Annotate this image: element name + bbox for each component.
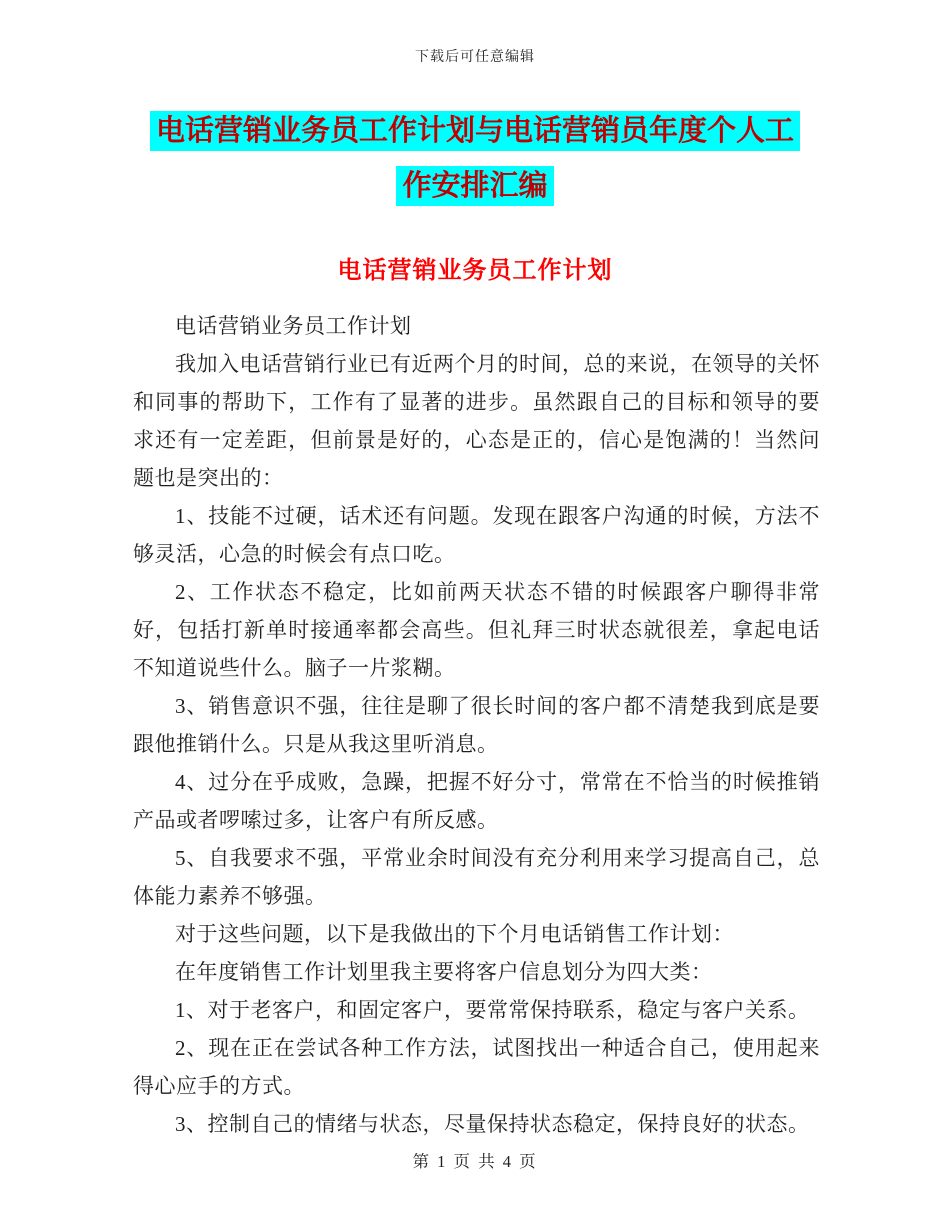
paragraph: 1、技能不过硬，话术还有问题。发现在跟客户沟通的时候，方法不够灵活，心急的时候会有点口吃。 xyxy=(133,504,820,566)
paragraph: 1、对于老客户，和固定客户，要常常保持联系，稳定与客户关系。 xyxy=(175,998,810,1022)
page-number-footer: 第 1 页 共 4 页 xyxy=(412,1152,538,1171)
paragraph: 2、现在正在尝试各种工作方法，试图找出一种适合自己，使用起来得心应手的方式。 xyxy=(133,1036,820,1098)
paragraph: 3、销售意识不强，往往是聊了很长时间的客户都不清楚我到底是要跟他推销什么。只是从我这里听消息。 xyxy=(133,694,820,756)
paragraph: 2、工作状态不稳定，比如前两天状态不错的时候跟客户聊得非常好，包括打新单时接通率都会高些。但礼拜三时状态就很差，拿起电话不知道说些什么。脑子一片浆糊。 xyxy=(133,580,820,680)
paragraph: 4、过分在乎成败，急躁，把握不好分寸，常常在不恰当的时候推销产品或者啰嗦过多，让客户有所反感。 xyxy=(133,770,820,832)
watermark-text: 下载后可任意编辑 xyxy=(415,50,535,65)
paragraph: 对于这些问题，以下是我做出的下个月电话销售工作计划： xyxy=(175,922,734,946)
section-title: 电话营销业务员工作计划 xyxy=(337,257,613,284)
paragraph: 3、控制自己的情绪与状态，尽量保持状态稳定，保持良好的状态。 xyxy=(175,1112,810,1136)
paragraph: 我加入电话营销行业已有近两个月的时间，总的来说，在领导的关怀和同事的帮助下，工作有了显著的进步。虽然跟自己的目标和领导的要求还有一定差距，但前景是好的，心态是正的，信心是饱满的！当然问题也是突出的： xyxy=(133,352,820,490)
paragraph: 在年度销售工作计划里我主要将客户信息划分为四大类： xyxy=(175,960,713,984)
main-title xyxy=(143,104,808,214)
main-title-highlight: 电话营销业务员工作计划与电话营销员年度个人工作安排汇编 xyxy=(150,111,800,206)
paragraph: 5、自我要求不强，平常业余时间没有充分利用来学习提高自己，总体能力素养不够强。 xyxy=(133,846,820,908)
document-body xyxy=(133,307,820,1143)
paragraph: 电话营销业务员工作计划 xyxy=(175,314,412,338)
